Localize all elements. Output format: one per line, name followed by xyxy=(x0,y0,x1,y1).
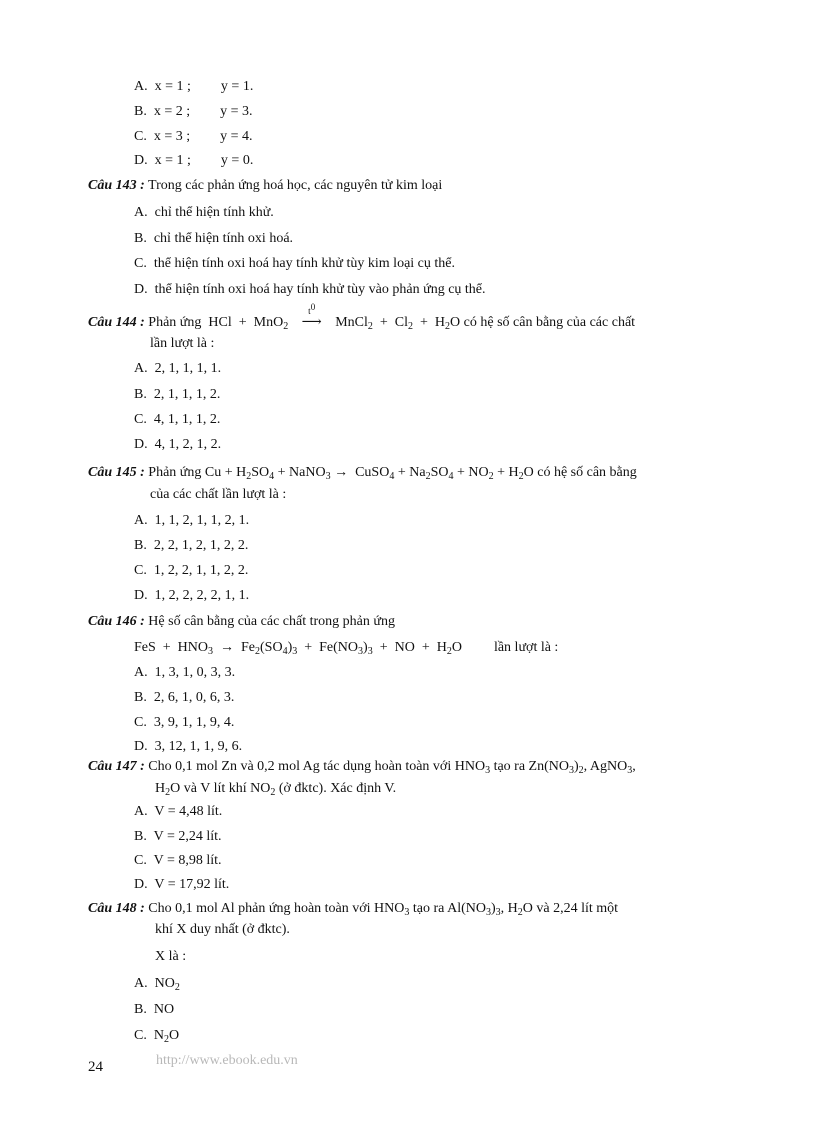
question-146: Câu 146 : Hệ số cân bằng của các chất trong phản ứng xyxy=(88,614,395,629)
q144-option-b: B. 2, 1, 1, 1, 2. xyxy=(134,387,221,402)
q143-option-c: C. thể hiện tính oxi hoá hay tính khử tùy kim loại cụ thể. xyxy=(134,256,455,271)
q143-option-d: D. thể hiện tính oxi hoá hay tính khử tùy vào phản ứng cụ thể. xyxy=(134,282,486,297)
q146-option-d: D. 3, 12, 1, 1, 9, 6. xyxy=(134,739,243,754)
prev-option-c: C. x = 3 ; y = 4. xyxy=(134,129,253,144)
q146-equation: FeS + $HNO_3 \to Fe_2(SO_4)_3 + Fe(NO_3)_3$ + NO + $H_2O$ lần lượt là : xyxy=(134,640,559,657)
q147-option-d: D. V = 17,92 lít. xyxy=(134,877,230,892)
prev-option-d: D. x = 1 ; y = 0. xyxy=(134,153,254,168)
q144-line2: lần lượt là : xyxy=(150,336,215,351)
q148-line3: X là : xyxy=(155,949,187,964)
question-label: Câu 147 : xyxy=(88,759,145,774)
q148-option-b: B. NO xyxy=(134,1002,175,1017)
page-number: 24 xyxy=(88,1059,103,1075)
question-144: Câu 144 : Phản ứng HCl + MnO$_2$ $t^0$ ⟶ MnCl$_2$ + $Cl_2 + H_2O$ có hệ số cân bằng của các chất xyxy=(88,302,636,332)
q147-option-b: B. V = 2,24 lít. xyxy=(134,829,222,844)
question-label: Câu 144 : xyxy=(88,315,145,330)
q146-option-c: C. 3, 9, 1, 1, 9, 4. xyxy=(134,715,235,730)
q147-option-c: C. V = 8,98 lít. xyxy=(134,853,222,868)
q145-line2: của các chất lần lượt là : xyxy=(150,487,287,502)
q144-option-d: D. 4, 1, 2, 1, 2. xyxy=(134,437,222,452)
question-label: Câu 146 : xyxy=(88,614,145,629)
footer-url: http://www.ebook.edu.vn xyxy=(156,1053,298,1068)
q146-option-a: A. 1, 3, 1, 0, 3, 3. xyxy=(134,665,236,680)
heat-arrow: $t^0$ ⟶ xyxy=(301,302,322,330)
prev-option-a: A. x = 1 ; y = 1. xyxy=(134,79,254,94)
question-143 xyxy=(88,177,442,195)
q146-option-b: B. 2, 6, 1, 0, 6, 3. xyxy=(134,690,235,705)
q145-option-d: D. 1, 2, 2, 2, 2, 1, 1. xyxy=(134,588,250,603)
prev-option-b: B. x = 2 ; y = 3. xyxy=(134,104,253,119)
q148-option-c: C. $N_2O$ xyxy=(134,1028,180,1045)
q144-option-a: A. 2, 1, 1, 1, 1. xyxy=(134,361,222,376)
q148-option-a: A. $NO_2$ xyxy=(134,976,180,993)
q148-line2: khí X duy nhất (ở đktc). xyxy=(155,922,290,937)
q147-line2: $H_2O$ và V lít khí $NO_2$ (ở đktc). Xác định V. xyxy=(155,781,397,798)
q147-option-a: A. V = 4,48 lít. xyxy=(134,804,223,819)
q145-option-c: C. 1, 2, 2, 1, 1, 2, 2. xyxy=(134,563,249,578)
question-label: Câu 148 : xyxy=(88,901,145,916)
question-148: Câu 148 : Cho 0,1 mol Al phản ứng hoàn toàn với $HNO_3$ tạo ra $Al(NO_3)_3$, $H_2O$ và 2,24 lít một xyxy=(88,901,619,918)
q145-option-b: B. 2, 2, 1, 2, 1, 2, 2. xyxy=(134,538,249,553)
question-147: Câu 147 : Cho 0,1 mol Zn và 0,2 mol Ag tác dụng hoàn toàn với $HNO_3$ tạo ra $Zn(NO_3)_2$, AgNO$_3$, xyxy=(88,759,636,776)
question-label: Câu 143 : xyxy=(88,178,145,193)
question-label: Câu 145 : xyxy=(88,465,145,480)
q143-option-b: B. chỉ thể hiện tính oxi hoá. xyxy=(134,231,294,246)
q144-option-c: C. 4, 1, 1, 1, 2. xyxy=(134,412,221,427)
q143-option-a: A. chỉ thể hiện tính khử. xyxy=(134,205,274,220)
q145-option-a: A. 1, 1, 2, 1, 1, 2, 1. xyxy=(134,513,250,528)
question-145: Câu 145 : Phản ứng $Cu + H_2SO_4$ + NaNO$_3$ → CuSO$_4$ + $Na_2SO_4 + NO_2 + H_2O$ có hệ số cân bằng xyxy=(88,465,637,482)
question-text: Trong các phản ứng hoá học, các nguyên tử kim loại xyxy=(148,178,443,193)
